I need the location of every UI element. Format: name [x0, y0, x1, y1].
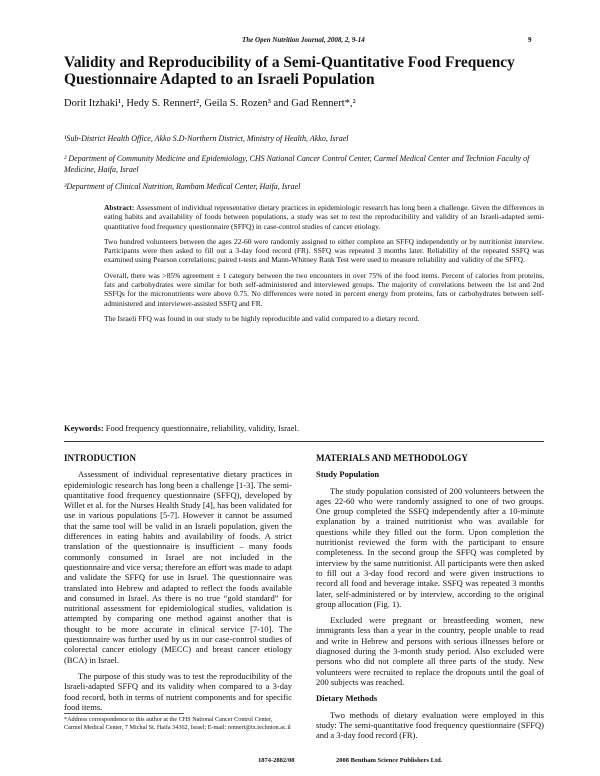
study-population-heading: Study Population — [316, 469, 380, 480]
issn: 1874-2882/08 — [258, 757, 295, 764]
methods-heading: MATERIALS AND METHODOLOGY — [316, 453, 468, 463]
dietary-methods-heading: Dietary Methods — [316, 693, 378, 704]
affiliation-2: ² Department of Community Medicine and Epidemiology, CHS National Cancer Control Center, Carmel Medical Center and Technion Faculty of Medicine, Haifa, Israel — [64, 154, 530, 174]
correspondence-footnote: *Address correspondence to this author at the CHS National Cancer Control Center, Carmel Medical Center, 7 Michal St. Haifa 34362, Israel; E-mail: rennert@tx.technion.ac.il — [64, 716, 291, 731]
affiliation-3: ³Department of Clinical Nutrition, Rambam Medical Center, Haifa, Israel — [64, 182, 301, 191]
methods-paragraph-2: Excluded were pregnant or breastfeeding women, new immigrants less than a year in the country, people unable to read and write in Hebrew and persons with serious illnesses before or diagnosed during the 3-month study period. Also excluded were persons who did not complete all three parts of the study. New volunteers were recruited to replace the dropouts until the goal of 200 subjects was reached. — [316, 615, 544, 687]
page-number: 9 — [528, 36, 532, 44]
introduction-heading: INTRODUCTION — [64, 453, 137, 463]
affiliation-1: ¹Sub-District Health Office, Akko S.D-Northern District, Ministry of Health, Akko, Israel — [64, 134, 349, 143]
left-column — [64, 453, 292, 718]
abstract-paragraph-1: Abstract: Assessment of individual representative dietary practices in epidemiologic research has long been a challenge. Given the differences in eating habits and availability of foods between populations, a study was set to test the reproducibility and validity of an Israeli-adapted semi-quantitative food frequency questionnaire (SFFQ) in case-control studies of cancer etiology. — [104, 203, 544, 231]
journal-citation: The Open Nutrition Journal, 2008, 2, 9-14 — [242, 36, 365, 44]
abstract-paragraph-2: Two hundred volunteers between the ages 22-60 were randomly assigned to either complete an SFFQ independently or by nutritionist interview. Participants were then asked to fill out a 3-day food record (FR). SSFQ was repeated 3 months later. Reliability of the repeated SSFQ was examined using Pearson correlations; paired t-tests and Mann-Whitney Rank Test were used to measure reliability and validity of the SFFQ. — [104, 236, 544, 265]
paper-title: Validity and Reproducibility of a Semi-Quantitative Food Frequency Questionnaire Adapted to an Israeli Population — [64, 54, 515, 88]
publisher-line: 2008 Bentham Science Publishers Ltd. — [336, 757, 443, 764]
methods-paragraph-1: The study population consisted of 200 volunteers between the ages 22-60 who were randomly assigned to one of two groups. One group completed the SSFQ independently after a 10-minute explanation by a trained nutritionist who was available for questions while they filled out the form. Upon completion the nutritionist reviewed the form with the participant to ensure completeness. In the second group the SFFQ was completed by interview by the same nutritionist. All participants were then asked to fill out a 3-day food record and were given instructions to record all food and beverage intake. SSFQ was repeated 3 months later, self-administered or by interview, according to the original group allocation (Fig. 1). — [316, 485, 544, 609]
methods-paragraph-3: Two methods of dietary evaluation were employed in this study: The semi-quantitative food frequency questionnaire (SFFQ) and a 3-day food record (FR). — [316, 709, 544, 741]
abstract-paragraph-3: Overall, there was >85% agreement ± 1 category between the two encounters in over 75% of the food items. Percent of calories from proteins, fats and carbohydrates were similar for both self-administered and interviewed groups. The majority of correlations between the 1st and 2nd SSFQs for the micronutrients were above 0.75. No differences were noted in percent energy from proteins, fats or carbohydrates between self-administered and interviewer-assisted SSFQ and FR. — [104, 270, 544, 308]
author-list: Dorit Itzhaki¹, Hedy S. Rennert², Geila S. Rozen³ and Gad Rennert*,² — [64, 98, 356, 109]
introduction-paragraph-1: Assessment of individual representative dietary practices in epidemiologic research has long been a challenge [1-3]. The semi-quantitative food frequency questionnaire (SFFQ), developed by Willet et al. for the Nurses Health Study [4], has been validated for use in various populations [5-7]. However it cannot be assumed that the same tool will be valid in an Israeli population, given the differences in eating habits and availability of foods. A strict translation of the questionnaire is insufficient – many foods commonly consumed in Israel are not included in the questionnaire and vice versa; therefore an effort was made to adapt and validate the SFFQ for use in Israel. The questionnaire was translated into Hebrew and adapted to reflect the foods available and consumed in Israel. As there is no true “gold standard” for nutritional assessment for epidemiological studies, validation is attempted by comparing one method against another that is thought to be more accurate in clinical service [7-10]. The questionnaire was further used by us in our case-control studies of colorectal cancer etiology (MECC) and breast cancer etiology (BCA) in Israel. — [64, 469, 292, 665]
keywords-text: Food frequency questionnaire, reliability, validity, Israel. — [105, 423, 299, 433]
abstract — [104, 203, 544, 329]
section-divider — [64, 441, 544, 442]
abstract-label: Abstract: — [104, 203, 135, 212]
right-column — [316, 453, 544, 746]
abstract-paragraph-4: The Israeli FFQ was found in our study to be highly reproducible and valid compared to a dietary record. — [104, 313, 420, 323]
footnote-divider — [64, 713, 184, 714]
keywords-label: Keywords: — [64, 423, 104, 433]
keywords — [64, 423, 544, 433]
introduction-paragraph-2: The purpose of this study was to test the reproducibility of the Israeli-adapted SFFQ and its validity when compared to a 3-day food record, both in terms of nutrient components and for specific food items. — [64, 670, 292, 712]
